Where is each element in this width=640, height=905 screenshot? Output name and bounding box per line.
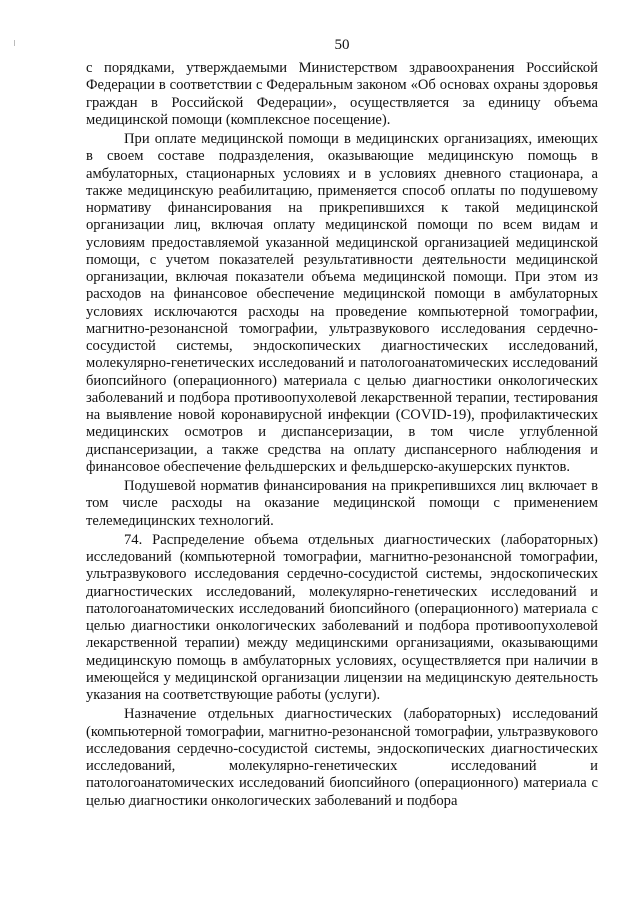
page-number: 50 — [334, 37, 350, 53]
paragraph-continuation: с порядками, утверждаемыми Министерством здравоохранения Российской Федерации в соответствии с Федеральным законом «Об основах охраны здоровья граждан в Российской Федерации», осуществляется за единицу объема медицинской помощи (комплексное посещение). — [86, 60, 598, 128]
paragraph-item-74: 74. Распределение объема отдельных диагностических (лабораторных) исследований (компьютерной томографии, магнитно-резонансной томографии, ультразвукового исследования сердечно-сосудистой системы, эндоскопических диагностических исследований, молекулярно-генетических исследований и патологоанатомических исследований биопсийного (операционного) материала с целью диагностики онкологических заболеваний и подбора противоопухолевой лекарственной терапии) между медицинскими организациями, оказывающими медицинскую помощь в амбулаторных условиях, осуществляется при наличии в имеющейся у медицинской организации лицензии на медицинскую деятельность указания на соответствующие работы (услуги). — [86, 531, 598, 703]
paragraph-per-capita-standard: Подушевой норматив финансирования на прикрепившихся лиц включает в том числе расходы на оказание медицинской помощи с применением телемедицинских технологий. — [86, 478, 598, 529]
paragraph-payment-method: При оплате медицинской помощи в медицинских организациях, имеющих в своем составе подразделения, оказывающие медицинскую помощь в амбулаторных, стационарных условиях и в условиях дневного стационара, а также медицинскую реабилитацию, применяется способ оплаты по подушевому нормативу финансирования на прикрепившихся к такой медицинской организации лиц, включая оплату медицинской помощи по всем видам и условиям предоставляемой указанной медицинской организацией медицинской помощи, с учетом показателей результативности деятельности медицинской организации, включая показатели объема медицинской помощи. При этом из расходов на финансовое обеспечение медицинской помощи в амбулаторных условиях исключаются расходы на проведение компьютерной томографии, магнитно-резонансной томографии, ультразвукового исследования сердечно-сосудистой системы, эндоскопических диагностических исследований, молекулярно-генетических исследований и патологоанатомических исследований биопсийного (операционного) материала с целью диагностики онкологических заболеваний и подбора противоопухолевой лекарственной терапии, тестирования на выявление новой коронавирусной инфекции (COVID-19), профилактических медицинских осмотров и диспансеризации, в том числе углубленной диспансеризации, а также средства на оплату диспансерного наблюдения и финансовое обеспечение фельдшерских и фельдшерско-акушерских пунктов. — [86, 131, 598, 475]
paragraph-diagnostic-assignment: Назначение отдельных диагностических (лабораторных) исследований (компьютерной томографии, магнитно-резонансной томографии, ультразвукового исследования сердечно-сосудистой системы, эндоскопических диагностических исследований, молекулярно-генетических исследований и патологоанатомических исследований биопсийного (операционного) материала с целью диагностики онкологических заболеваний и подбора — [86, 706, 598, 809]
scan-artifact — [14, 40, 15, 46]
document-page — [86, 36, 598, 810]
